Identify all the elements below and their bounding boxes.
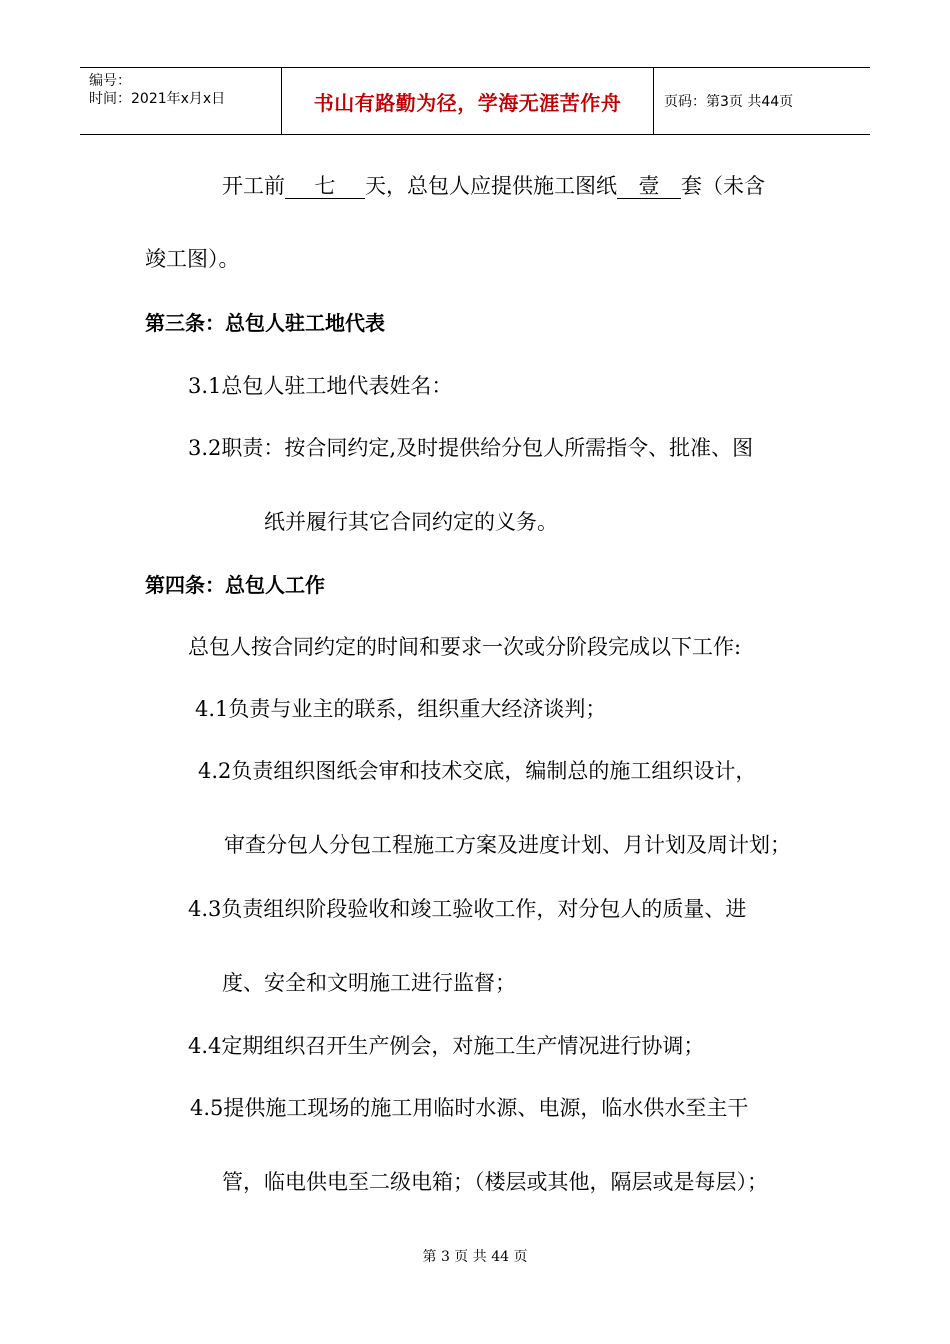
header-page-label: 页码：第3页 共44页: [664, 94, 794, 110]
clause-4-2-line1: 4.2负责组织图纸会审和技术交底，编制总的施工组织设计，: [198, 759, 757, 783]
clause-4-1: 4.1负责与业主的联系，组织重大经济谈判；: [195, 697, 607, 721]
clause-3-2-line1: 3.2职责：按合同约定,及时提供给分包人所需指令、批准、图: [188, 436, 754, 460]
header-page-cell: [654, 68, 870, 134]
article-3-title: 第三条：总包人驻工地代表: [145, 311, 385, 335]
days-blank: 七: [285, 174, 365, 199]
article-4-intro: 总包人按合同约定的时间和要求一次或分阶段完成以下工作:: [188, 635, 742, 659]
number-label: 编号：: [89, 73, 131, 89]
text-span: 开工前: [222, 174, 285, 198]
sets-blank: 壹: [617, 174, 681, 199]
header-meta: [80, 68, 281, 134]
header-motto-cell: [281, 68, 654, 134]
paragraph-line: 竣工图）。: [145, 247, 240, 271]
clause-4-3-line2: 度、安全和文明施工进行监督；: [222, 971, 516, 995]
page-footer: 第 3 页 共 44 页: [422, 1249, 528, 1265]
page-header: [80, 67, 870, 135]
clause-3-2-line2: 纸并履行其它合同约定的义务。: [264, 510, 558, 534]
clause-4-5-line1: 4.5提供施工现场的施工用临时水源、电源，临水供水至主干: [190, 1096, 749, 1120]
article-4-title: 第四条：总包人工作: [145, 573, 325, 597]
text-span: 天，总包人应提供施工图纸: [365, 174, 617, 198]
clause-4-3-line1: 4.3负责组织阶段验收和竣工验收工作，对分包人的质量、进: [188, 897, 747, 921]
header-motto: 书山有路勤为径，学海无涯苦作舟: [313, 90, 622, 115]
time-label: 时间：2021年x月x日: [89, 91, 226, 107]
clause-4-5-line2: 管，临电供电至二级电箱；（楼层或其他，隔层或是每层）；: [222, 1170, 768, 1194]
paragraph-line: [222, 172, 765, 200]
clause-4-2-line2: 审查分包人分包工程施工方案及进度计划、月计划及周计划；: [224, 833, 791, 857]
clause-3-1: 3.1总包人驻工地代表姓名：: [188, 374, 453, 398]
text-span: 套（未含: [681, 174, 765, 198]
clause-4-4: 4.4定期组织召开生产例会，对施工生产情况进行协调；: [188, 1034, 705, 1058]
